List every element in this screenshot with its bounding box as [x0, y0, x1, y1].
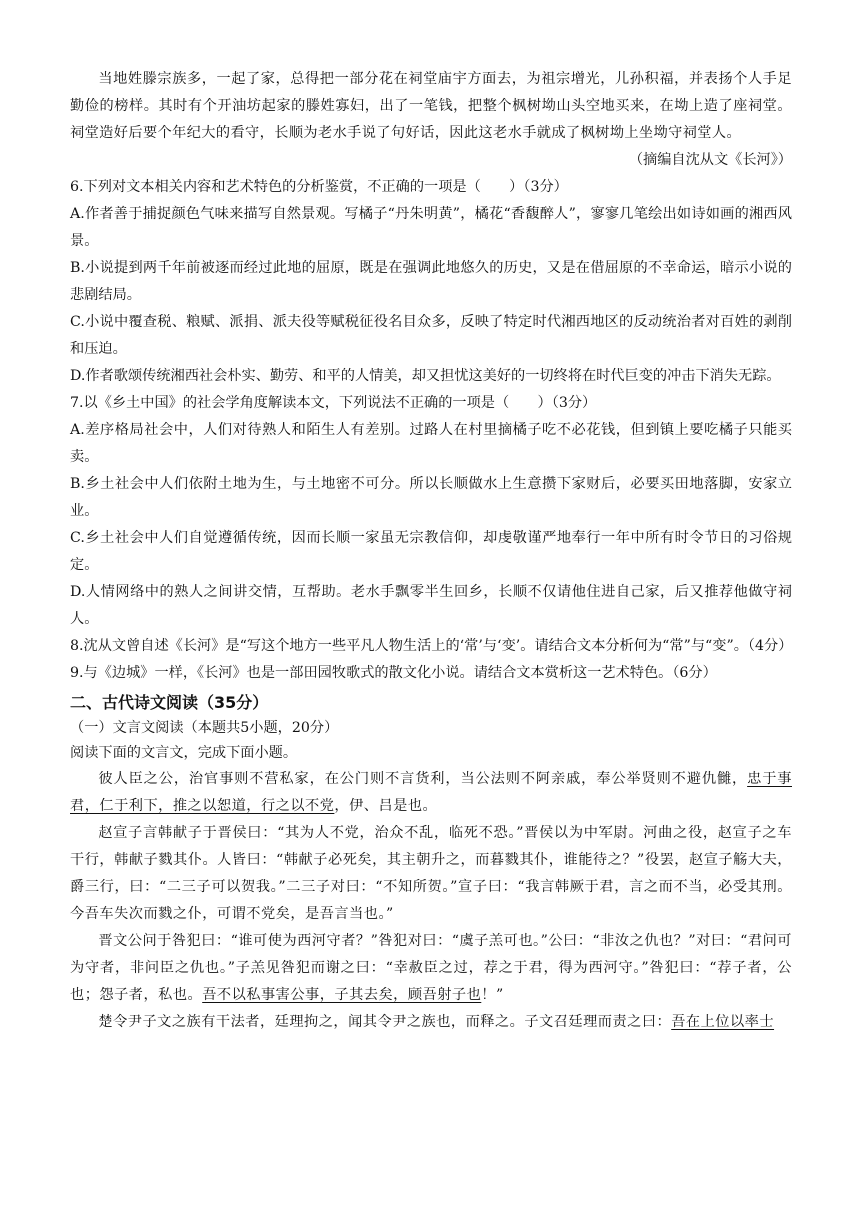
classical-paragraph-2: 赵宣子言韩献子于晋侯曰：“其为人不党，治众不乱，临死不恐。”晋侯以为中军尉。河曲之役，赵宣子之车干行，韩献子戮其仆。人皆曰：“韩献子必死矣，其主朝升之，而暮戮其仆，谁能待之？”役罢，赵宣子觞大夫，爵三行，曰：“二三子可以贺我。”二三子对曰：“不知所贺。”宣子曰：“我言韩厥于君，言之而不当，必受其刑。今吾车失次而戮之仆，可谓不党矣，是吾言当也。” — [70, 825, 792, 922]
passage-source: （摘编自沈从文《长河》） — [628, 152, 792, 168]
question-8-stem: 8.沈从文曾自述《长河》是“写这个地方一些平凡人物生活上的‘常’与‘变’。请结合文本分析何为“常”与“变”。（4分） — [70, 638, 793, 654]
classical-p4-text: 楚令尹子文之族有干法者，廷理拘之，闻其令尹之族也，而释之。子文召廷理而责之曰： — [98, 1014, 672, 1030]
classical-p3-end: ！” — [481, 987, 504, 1003]
classical-paragraph-1 — [70, 766, 792, 820]
classical-p3-underlined: 吾不以私事害公事，子其去矣，顾吾射子也 — [202, 987, 482, 1003]
question-7-stem: 7.以《乡土中国》的社会学角度解读本文，下列说法不正确的一项是（ ）（3分） — [70, 395, 597, 411]
question-6-option-b: B.小说提到两千年前被逐而经过此地的屈原，既是在强调此地悠久的历史，又是在借屈原的不幸命运，暗示小说的悲剧结局。 — [70, 260, 792, 303]
classical-p1-end: ，伊、吕是也。 — [334, 798, 438, 814]
classical-p1-text: 彼人臣之公，治官事则不营私家，在公门则不言货利，当公法则不阿亲戚，奉公举贤则不避仇雠， — [98, 771, 748, 787]
classical-p4-underlined: 吾在上位以率士 — [671, 1014, 775, 1030]
question-6-option-c: C.小说中覆查税、粮赋、派捐、派夫役等赋税征役名目众多，反映了特定时代湘西地区的反动统治者对百姓的剥削和压迫。 — [70, 314, 792, 357]
question-6-option-d: D.作者歌颂传统湘西社会朴实、勤劳、和平的人情美，却又担忧这美好的一切终将在时代巨变的冲击下消失无踪。 — [70, 368, 781, 384]
question-9-stem: 9.与《边城》一样，《长河》也是一部田园牧歌式的散文化小说。请结合文本赏析这一艺术特色。（6分） — [70, 665, 717, 681]
question-7-option-a: A.差序格局社会中，人们对待熟人和陌生人有差别。过路人在村里摘橘子吃不必花钱，但到镇上要吃橘子只能买卖。 — [70, 422, 792, 465]
section-2-intro: 阅读下面的文言文，完成下面小题。 — [70, 745, 298, 761]
question-6-stem: 6.下列对文本相关内容和艺术特色的分析鉴赏，不正确的一项是（ ）（3分） — [70, 179, 568, 195]
question-7-option-b: B.乡土社会中人们依附土地为生，与土地密不可分。所以长顺做水上生意攒下家财后，必要买田地落脚，安家立业。 — [70, 476, 792, 519]
classical-paragraph-4 — [70, 1009, 792, 1036]
section-2-heading: 二、古代诗文阅读（35分） — [70, 693, 269, 712]
passage-paragraph: 当地姓滕宗族多，一起了家，总得把一部分花在祠堂庙宇方面去，为祖宗增光，儿孙积福，并表扬个人手足勤俭的榜样。其时有个开油坊起家的滕姓寡妇，出了一笔钱，把整个枫树坳山头空地买来，在坳上造了座祠堂。祠堂造好后要个年纪大的看守，长顺为老水手说了句好话，因此这老水手就成了枫树坳上坐坳守祠堂人。 — [70, 71, 792, 141]
page-content — [70, 66, 792, 1036]
question-6-option-a: A.作者善于捕捉颜色气味来描写自然景观。写橘子“丹朱明黄”，橘花“香馥醉人”，寥寥几笔绘出如诗如画的湘西风景。 — [70, 206, 792, 249]
section-2-subheading: （一）文言文阅读（本题共5小题，20分） — [70, 720, 339, 736]
classical-p1-underlined: 忠于事君，仁于利下，推之以恕道，行之以不党 — [70, 771, 792, 814]
question-7-option-d: D.人情网络中的熟人之间讲交情，互帮助。老水手飘零半生回乡，长顺不仅请他住进自己家，后又推荐他做守祠人。 — [70, 584, 792, 627]
question-7-option-c: C.乡土社会中人们自觉遵循传统，因而长顺一家虽无宗教信仰，却虔敬谨严地奉行一年中所有时令节日的习俗规定。 — [70, 530, 792, 573]
classical-p3-text: 晋文公问于咎犯曰：“谁可使为西河守者？”咎犯对曰：“虞子羔可也。”公曰：“非汝之仇也？”对曰：“君问可为守者，非问臣之仇也。”子羔见咎犯而谢之曰：“幸赦臣之过，荐之于君，得为西河守。”咎犯曰：“荐子者，公也；怨子者，私也。 — [70, 933, 792, 1003]
classical-paragraph-3 — [70, 928, 792, 1009]
